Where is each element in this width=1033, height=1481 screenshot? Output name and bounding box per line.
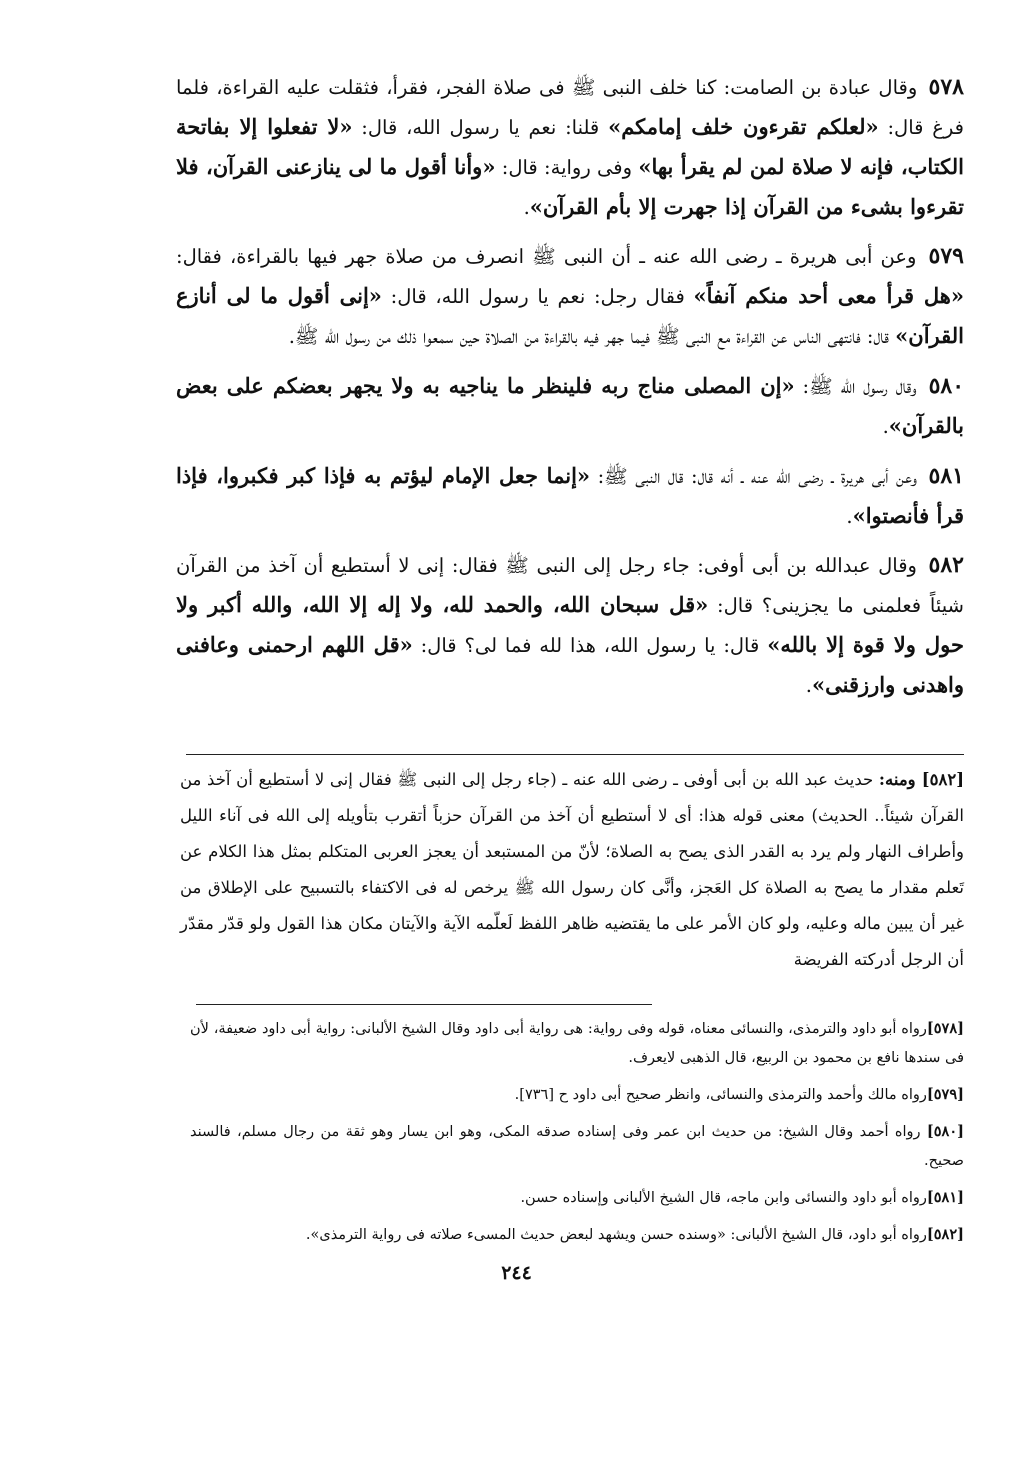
hadith-text: .	[882, 415, 889, 438]
hadith-text: وفى رواية: قال:	[495, 156, 639, 179]
hadith-entry	[176, 546, 964, 705]
quote-text: «هل قرأ معى أحد منكم آنفاً»	[693, 283, 964, 308]
footnote-number: [٥٨٠]	[926, 1123, 964, 1140]
footnote	[190, 1183, 964, 1213]
hadith-text: وعن أبى هريرة ـ رضى الله عنه ـ أنه قال: قال النبى ﷺ:	[590, 465, 925, 488]
quote-text: «لعلكم تقرءون خلف إمامكم»	[608, 114, 879, 139]
footnote-divider	[196, 1004, 652, 1005]
footnote-number: [٥٧٩]	[926, 1086, 964, 1103]
hadith-list	[176, 68, 964, 715]
commentary-text: حديث عبد الله بن أبى أوفى ـ رضى الله عنه ـ (جاء رجل إلى النبى ﷺ فقال إنى لا أستطيع أن آخذ من القرآن شيئاً.. الحديث) معنى قوله هذا: أى لا أستطيع أن آخذ من القرآن حزباً أتقرب بتأويله إلى الله فى آناء الليل وأطراف النهار ولم يرد به القدر الذى يصح به الصلاة؛ لأنّ من المستبعد أن يعجز العربى المتكلم بمثل هذا الكلام عن تَعلم مقدار ما يصح به الصلاة كل العَجز، وأنَّى كان رسول الله ﷺ يرخص له فى الاكتفاء بالتسبيح على الإطلاق من غير أن يبين ماله وعليه، ولو كان الأمر على ما يقتضيه ظاهر اللفظ لَعلّمه الآية والآيتان مكان هذا القول ولو قدّر مقدّر أن الرجل أدركته الفريضة	[180, 770, 964, 969]
quote-text: «إنى أقول ما لى أنازع القرآن»	[176, 283, 964, 348]
page-number: ٢٤٤	[501, 1262, 532, 1284]
commentary-block	[180, 762, 964, 978]
footnote-number: [٥٧٨]	[926, 1020, 964, 1037]
quote-text: «إن المصلى مناج ربه فلينظر ما يناجيه به ولا يجهر بعضكم على بعض بالقرآن»	[176, 373, 964, 438]
hadith-number: ٥٨٠	[928, 373, 965, 399]
footnote-text: رواه أبو داود، قال الشيخ الألبانى: «وسنده حسن ويشهد لبعض حديث المسىء صلاته فى رواية الترمذى».	[305, 1227, 927, 1243]
hadith-number: ٥٨١	[928, 463, 964, 489]
hadith-text: قال: فانتهى الناس عن القراءة مع النبى ﷺ فيما جهر فيه بالقراءة من الصلاة حين سمعوا ذلك من رسول الله ﷺ.	[288, 325, 896, 348]
section-divider	[186, 754, 964, 755]
footnotes	[190, 1014, 964, 1257]
footnote	[190, 1220, 964, 1250]
hadith-text: وقال رسول الله ﷺ:	[794, 375, 925, 398]
hadith-text: قلنا: نعم يا رسول الله، قال:	[352, 116, 609, 139]
hadith-entry	[176, 68, 964, 227]
hadith-text: .	[805, 674, 812, 697]
hadith-text: وقال عبدالله بن أبى أوفى: جاء رجل إلى النبى ﷺ فقال: إنى لا أستطيع أن آخذ من القرآن شيئاً فعلمنى ما يجزينى؟ قال:	[176, 554, 964, 617]
hadith-text: وقال عبادة بن الصامت: كنا خلف النبى ﷺ فى صلاة الفجر، فقرأ، فثقلت عليه القراءة، فلما فرغ قال:	[176, 76, 964, 139]
hadith-text: وعن أبى هريرة ـ رضى الله عنه ـ أن النبى ﷺ انصرف من صلاة جهر فيها بالقراءة، فقال:	[176, 245, 925, 268]
hadith-entry	[176, 456, 964, 536]
quote-text: «وأنا أقول ما لى ينازعنى القرآن، فلا تقرءوا بشىء من القرآن إذا جهرت إلا بأم القرآن»	[176, 154, 964, 219]
hadith-entry	[176, 237, 964, 356]
footnote-text: رواه مالك وأحمد والترمذى والنسائى، وانظر صحيح أبى داود ح [٧٣٦].	[514, 1087, 927, 1103]
quote-text: «قل اللهم ارحمنى وعافنى واهدنى وارزقنى»	[176, 632, 964, 697]
hadith-text: قال: يا رسول الله، هذا لله فما لى؟ قال:	[412, 634, 768, 657]
quote-text: «لا تفعلوا إلا بفاتحة الكتاب، فإنه لا صلاة لمن لم يقرأ بها»	[176, 114, 964, 179]
footnote	[190, 1080, 964, 1110]
hadith-entry	[176, 366, 964, 446]
footnote	[190, 1117, 964, 1176]
quote-text: «قل سبحان الله، والحمد لله، ولا إله إلا الله، والله أكبر ولا حول ولا قوة إلا بالله»	[176, 592, 964, 657]
commentary-tag: [٥٨٢] ومنه:	[878, 770, 964, 789]
footnote-text: رواه أبو داود والنسائى وابن ماجه، قال الشيخ الألبانى وإسناده حسن.	[520, 1190, 927, 1206]
hadith-number: ٥٧٩	[928, 243, 964, 269]
hadith-number: ٥٧٨	[928, 74, 964, 100]
footnote-text: رواه أبو داود والترمذى، والنسائى معناه، قوله وفى رواية: هى رواية أبى داود وقال الشيخ الألبانى: رواية أبى داود ضعيفة، لأن فى سندها نافع بن محمود بن الربيع، قال الذهبى لايعرف.	[190, 1021, 964, 1066]
quote-text: «إنما جعل الإمام ليؤتم به فإذا كبر فكبروا، فإذا قرأ فأنصتوا»	[176, 463, 964, 528]
footnote-number: [٥٨٢]	[926, 1226, 964, 1243]
hadith-text: فقال رجل: نعم يا رسول الله، قال:	[381, 285, 694, 308]
footnote	[190, 1014, 964, 1073]
hadith-number: ٥٨٢	[928, 552, 964, 578]
footnote-number: [٥٨١]	[926, 1189, 964, 1206]
footnote-text: رواه أحمد وقال الشيخ: من حديث ابن عمر وفى إسناده صدقه المكى، وهو ابن يسار وهو ثقة من رجال مسلم، فالسند صحيح.	[190, 1124, 964, 1169]
hadith-text: .	[523, 196, 530, 219]
hadith-text: .	[846, 505, 853, 528]
